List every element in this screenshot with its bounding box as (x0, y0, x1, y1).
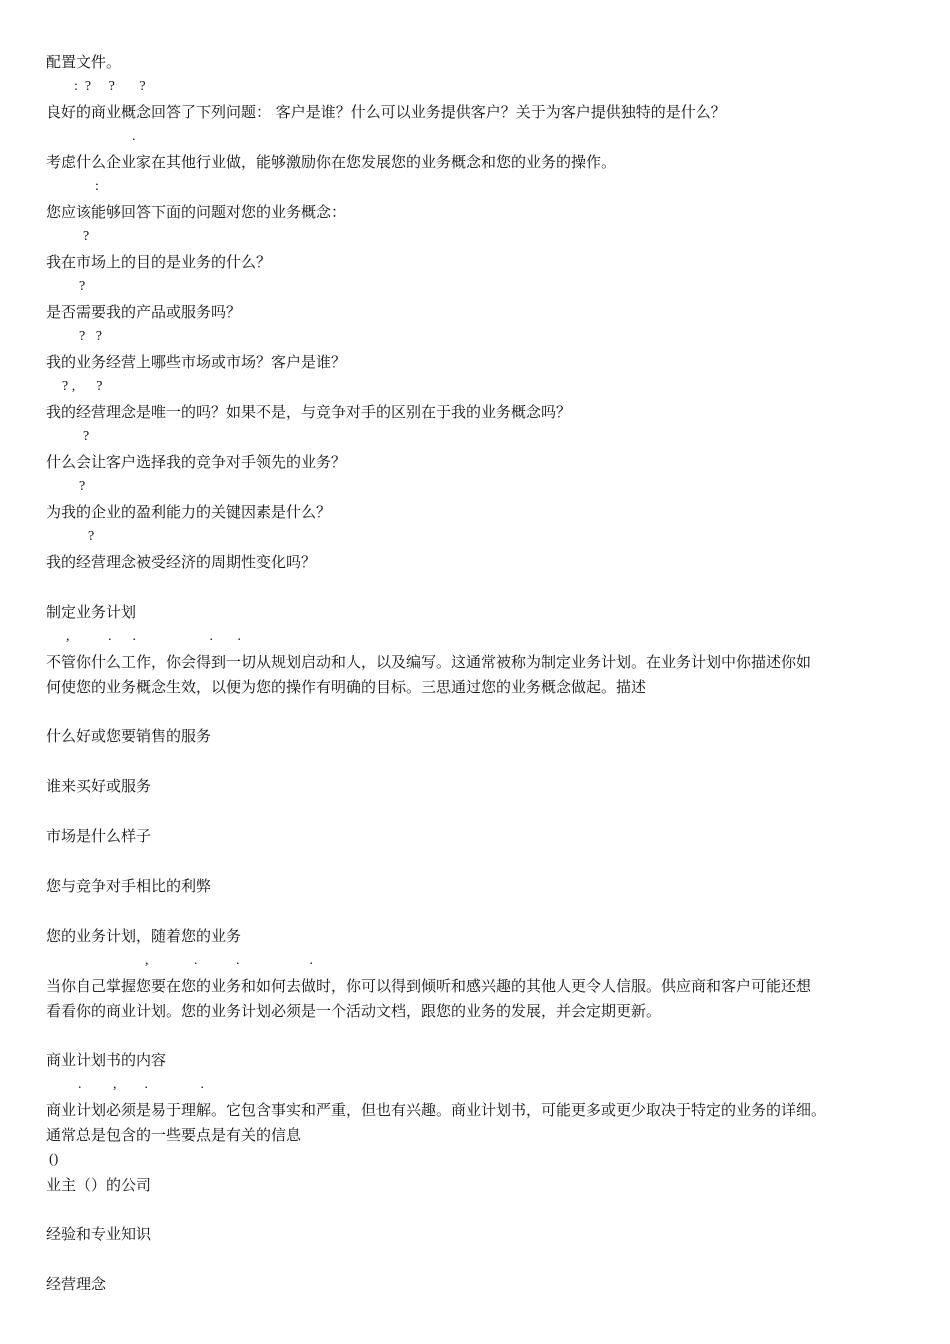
text-line: 什么会让客户选择我的竞争对手领先的业务？ (46, 453, 347, 471)
text-line: 为我的企业的盈利能力的关键因素是什么？ (46, 503, 332, 521)
text-line: 配置文件。 (46, 53, 122, 71)
list-item: 经验和专业知识 (46, 1225, 152, 1243)
text-line: 考虑什么企业家在其他行业做，能够激励你在您发展您的业务概念和您的业务的操作。 (46, 153, 617, 171)
residual-glyphs: . , . . (78, 1077, 204, 1092)
residual-glyphs: ? (83, 429, 90, 444)
text-line: 您应该能够回答下面的问题对您的业务概念： (46, 203, 347, 221)
section-heading: 商业计划书的内容 (46, 1051, 167, 1069)
text-line: 不管你什么工作，你会得到一切从规划启动和人，以及编写。这通常被称为制定业务计划。在业务计划中你描述你如 (46, 653, 812, 671)
text-line: 我的业务经营上哪些市场或市场？客户是谁？ (46, 353, 347, 371)
residual-glyphs: : (95, 179, 99, 194)
list-item: 您与竞争对手相比的利弊 (46, 877, 212, 895)
text-line: 何使您的业务概念生效，以便为您的操作有明确的目标。三思通过您的业务概念做起。描述 (46, 678, 647, 696)
list-item: 什么好或您要销售的服务 (46, 727, 212, 745)
text-line: 看看你的商业计划。您的业务计划必须是一个活动文档，跟您的业务的发展，并会定期更新。 (46, 1002, 662, 1020)
residual-glyphs: ? (79, 279, 86, 294)
residual-glyphs: ? , ? (62, 379, 103, 394)
section-heading: 制定业务计划 (46, 603, 137, 621)
residual-glyphs: : ? ? ? (74, 79, 146, 94)
text-line: 我的经营理念是唯一的吗？如果不是，与竞争对手的区别在于我的业务概念吗？ (46, 403, 572, 421)
list-item: 业主（）的公司 (46, 1176, 152, 1194)
list-item: 市场是什么样子 (46, 827, 152, 845)
residual-glyphs: ? ? (79, 329, 102, 344)
list-item: 经营理念 (46, 1275, 107, 1293)
text-line: 我在市场上的目的是业务的什么？ (46, 253, 272, 271)
text-line: 良好的商业概念回答了下列问题： 客户是谁？什么可以业务提供客户？关于为客户提供独特的是什么？ (46, 103, 726, 121)
text-line: 当你自己掌握您要在您的业务和如何去做时，你可以得到倾听和感兴趣的其他人更令人信服。供应商和客户可能还想 (46, 977, 812, 995)
text-line: 您的业务计划，随着您的业务 (46, 927, 242, 945)
text-line: 通常总是包含的一些要点是有关的信息 (46, 1126, 302, 1144)
residual-glyphs: () (49, 1152, 59, 1167)
residual-glyphs: ? (83, 229, 90, 244)
residual-glyphs: ? (88, 529, 95, 544)
residual-glyphs: , . . . . (66, 629, 241, 644)
residual-glyphs: , . . . (145, 953, 313, 968)
text-line: 我的经营理念被受经济的周期性变化吗？ (46, 553, 317, 571)
list-item: 谁来买好或服务 (46, 777, 152, 795)
text-line: 是否需要我的产品或服务吗？ (46, 303, 242, 321)
text-line: 商业计划必须是易于理解。它包含事实和严重，但也有兴趣。商业计划书，可能更多或更少取决于特定的业务的详细。 (46, 1101, 827, 1119)
residual-glyphs: . (132, 129, 136, 144)
residual-glyphs: ? (79, 479, 86, 494)
